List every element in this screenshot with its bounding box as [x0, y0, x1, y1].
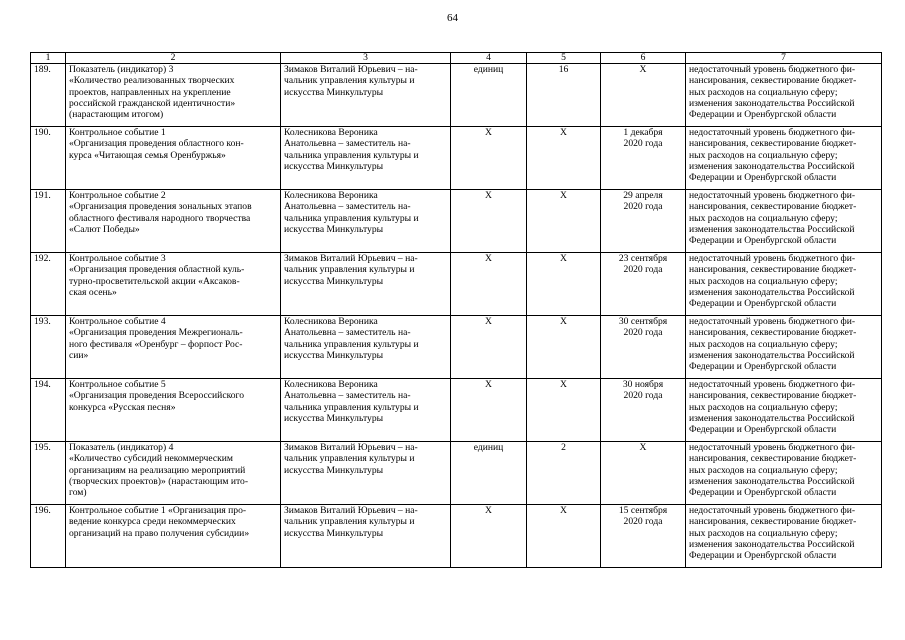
target-value: X: [527, 253, 601, 316]
responsible-person-line: искусства Минкультуры: [284, 527, 384, 539]
risks-text-line: Федерации и Оренбургской области: [689, 487, 837, 499]
event-name-line: «Салют Победы»: [69, 223, 140, 235]
responsible-person: [281, 316, 451, 379]
unit-of-measure: единиц: [451, 64, 527, 127]
risks-text-line: недостаточный уровень бюджетного фи-: [689, 505, 856, 516]
event-name-line: ного фестиваля «Оренбург – форпост Рос-: [69, 338, 243, 350]
risks-text: [686, 253, 882, 316]
event-name: [66, 253, 281, 316]
risks-text-line: ных расходов на социальную сферу;: [689, 86, 838, 98]
event-name: [66, 442, 281, 505]
responsible-person-line: Анатольевна – заместитель на-: [284, 138, 411, 150]
unit-of-measure: X: [451, 190, 527, 253]
risks-text-line: недостаточный уровень бюджетного фи-: [689, 316, 856, 327]
completion-date-line: 23 сентября: [618, 253, 668, 264]
completion-date: [601, 64, 686, 127]
risks-text-line: недостаточный уровень бюджетного фи-: [689, 379, 856, 390]
event-name-line: Контрольное событие 2: [69, 190, 166, 201]
event-name-line: «Организация проведения зональных этапов: [69, 201, 252, 213]
risks-text: [686, 442, 882, 505]
risks-text-line: изменения законодательства Российской: [689, 349, 855, 361]
responsible-person: [281, 442, 451, 505]
risks-text-line: изменения законодательства Российской: [689, 97, 855, 109]
risks-text-line: Федерации и Оренбургской области: [689, 109, 837, 121]
row-number: 192.: [31, 253, 66, 316]
responsible-person-line: искусства Минкультуры: [284, 160, 384, 172]
row-number: 190.: [31, 127, 66, 190]
responsible-person-line: Колесникова Вероника: [284, 190, 378, 201]
table-row: [31, 190, 882, 253]
responsible-person-line: Зимаков Виталий Юрьевич – на-: [284, 253, 418, 264]
risks-text: [686, 316, 882, 379]
event-name-line: российской гражданской идентичности»: [69, 97, 236, 109]
unit-of-measure: X: [451, 316, 527, 379]
risks-text-line: ных расходов на социальную сферу;: [689, 401, 838, 413]
completion-date-line: 2020 года: [623, 327, 663, 339]
risks-text-line: недостаточный уровень бюджетного фи-: [689, 442, 856, 453]
risks-text-line: нансирования, секвестирование бюджет-: [689, 201, 857, 213]
target-value: 16: [527, 64, 601, 127]
risks-text-line: Федерации и Оренбургской области: [689, 550, 837, 562]
completion-date: [601, 379, 686, 442]
event-name-line: Показатель (индикатор) 3: [69, 64, 174, 75]
column-header: 2: [66, 53, 281, 64]
event-name-line: ведение конкурса среди некоммерческих: [69, 516, 236, 528]
target-value: X: [527, 127, 601, 190]
responsible-person: [281, 190, 451, 253]
row-number: 193.: [31, 316, 66, 379]
risks-text-line: Федерации и Оренбургской области: [689, 172, 837, 184]
row-number: 194.: [31, 379, 66, 442]
risks-text-line: ных расходов на социальную сферу;: [689, 464, 838, 476]
completion-date-line: X: [639, 442, 647, 453]
table-row: [31, 253, 882, 316]
responsible-person-line: Колесникова Вероника: [284, 316, 378, 327]
target-value: X: [527, 379, 601, 442]
event-name: [66, 64, 281, 127]
responsible-person: [281, 127, 451, 190]
completion-date-line: 2020 года: [623, 516, 663, 528]
event-name-line: «Количество реализованных творческих: [69, 75, 235, 87]
risks-text-line: Федерации и Оренбургской области: [689, 424, 837, 436]
plan-table: [30, 52, 882, 568]
responsible-person-line: искусства Минкультуры: [284, 464, 384, 476]
risks-text-line: Федерации и Оренбургской области: [689, 298, 837, 310]
risks-text-line: нансирования, секвестирование бюджет-: [689, 75, 857, 87]
responsible-person-line: Колесникова Вероника: [284, 379, 378, 390]
event-name-line: Контрольное событие 4: [69, 316, 166, 327]
completion-date-line: 2020 года: [623, 138, 663, 150]
responsible-person: [281, 253, 451, 316]
responsible-person-line: чальник управления культуры и: [284, 264, 415, 276]
column-header: 5: [527, 53, 601, 64]
risks-text-line: ных расходов на социальную сферу;: [689, 149, 838, 161]
responsible-person-line: Зимаков Виталий Юрьевич – на-: [284, 442, 418, 453]
responsible-person-line: искусства Минкультуры: [284, 275, 384, 287]
completion-date-line: X: [639, 64, 647, 75]
table-row: [31, 442, 882, 505]
risks-text-line: изменения законодательства Российской: [689, 475, 855, 487]
table-header-row: [31, 53, 882, 64]
event-name-line: Контрольное событие 5: [69, 379, 166, 390]
table-row: [31, 379, 882, 442]
risks-text-line: недостаточный уровень бюджетного фи-: [689, 253, 856, 264]
responsible-person: [281, 379, 451, 442]
table-row: [31, 316, 882, 379]
event-name-line: конкурса «Русская песня»: [69, 401, 176, 413]
column-header: 1: [31, 53, 66, 64]
completion-date-line: 15 сентября: [618, 505, 668, 516]
event-name-line: проектов, направленных на укрепление: [69, 86, 231, 98]
completion-date-line: 2020 года: [623, 201, 663, 213]
risks-text-line: ных расходов на социальную сферу;: [689, 275, 838, 287]
column-header: 3: [281, 53, 451, 64]
event-name-line: гом): [69, 487, 87, 499]
risks-text-line: нансирования, секвестирование бюджет-: [689, 516, 857, 528]
event-name-line: «Количество субсидий некоммерческим: [69, 453, 233, 465]
event-name: [66, 190, 281, 253]
table-row: [31, 505, 882, 568]
responsible-person: [281, 505, 451, 568]
event-name-line: Контрольное событие 1: [69, 127, 166, 138]
risks-text-line: ных расходов на социальную сферу;: [689, 527, 838, 539]
row-number: 195.: [31, 442, 66, 505]
risks-text-line: нансирования, секвестирование бюджет-: [689, 264, 857, 276]
event-name-line: областного фестиваля народного творчества: [69, 212, 251, 224]
page-number: 64: [447, 12, 458, 24]
risks-text: [686, 127, 882, 190]
responsible-person-line: чальника управления культуры и: [284, 212, 419, 224]
event-name-line: «Организация проведения областной куль-: [69, 264, 245, 276]
responsible-person-line: Зимаков Виталий Юрьевич – на-: [284, 64, 418, 75]
event-name-line: курса «Читающая семья Оренбуржья»: [69, 149, 226, 161]
target-value: X: [527, 190, 601, 253]
event-name-line: «Организация проведения областного кон-: [69, 138, 244, 150]
event-name-line: «Организация проведения Всероссийского: [69, 390, 245, 402]
table-row: [31, 64, 882, 127]
risks-text: [686, 64, 882, 127]
responsible-person-line: чальника управления культуры и: [284, 401, 419, 413]
risks-text-line: изменения законодательства Российской: [689, 160, 855, 172]
risks-text-line: нансирования, секвестирование бюджет-: [689, 390, 857, 402]
event-name-line: Показатель (индикатор) 4: [69, 442, 174, 453]
event-name-line: организациям на реализацию мероприятий: [69, 464, 246, 476]
completion-date: [601, 316, 686, 379]
event-name-line: турно-просветительской акции «Аксаков-: [69, 275, 240, 287]
event-name: [66, 379, 281, 442]
unit-of-measure: X: [451, 253, 527, 316]
risks-text-line: недостаточный уровень бюджетного фи-: [689, 127, 856, 138]
event-name-line: Контрольное событие 3: [69, 253, 166, 264]
risks-text: [686, 190, 882, 253]
risks-text: [686, 505, 882, 568]
risks-text-line: Федерации и Оренбургской области: [689, 235, 837, 247]
responsible-person-line: чальник управления культуры и: [284, 75, 415, 87]
event-name: [66, 316, 281, 379]
completion-date-line: 29 апреля: [623, 190, 663, 201]
event-name-line: (творческих проектов)» (нарастающим ито-: [69, 475, 249, 487]
completion-date: [601, 442, 686, 505]
event-name-line: (нарастающим итогом): [69, 109, 164, 121]
risks-text-line: ных расходов на социальную сферу;: [689, 212, 838, 224]
event-name-line: сии»: [69, 349, 89, 361]
event-name-line: ская осень»: [69, 286, 117, 298]
responsible-person-line: чальника управления культуры и: [284, 149, 419, 161]
completion-date-line: 30 сентября: [618, 316, 668, 327]
row-number: 196.: [31, 505, 66, 568]
completion-date-line: 2020 года: [623, 390, 663, 402]
responsible-person-line: Анатольевна – заместитель на-: [284, 201, 411, 213]
completion-date: [601, 190, 686, 253]
column-header: 7: [686, 53, 882, 64]
completion-date-line: 30 ноября: [622, 379, 664, 390]
risks-text-line: нансирования, секвестирование бюджет-: [689, 453, 857, 465]
unit-of-measure: единиц: [451, 442, 527, 505]
responsible-person-line: чальник управления культуры и: [284, 453, 415, 465]
risks-text-line: нансирования, секвестирование бюджет-: [689, 327, 857, 339]
risks-text: [686, 379, 882, 442]
row-number: 189.: [31, 64, 66, 127]
responsible-person-line: чальника управления культуры и: [284, 338, 419, 350]
target-value: 2: [527, 442, 601, 505]
responsible-person-line: искусства Минкультуры: [284, 349, 384, 361]
responsible-person-line: искусства Минкультуры: [284, 86, 384, 98]
unit-of-measure: X: [451, 379, 527, 442]
responsible-person-line: Анатольевна – заместитель на-: [284, 327, 411, 339]
responsible-person-line: искусства Минкультуры: [284, 412, 384, 424]
completion-date: [601, 505, 686, 568]
event-name-line: Контрольное событие 1 «Организация про-: [69, 505, 247, 516]
unit-of-measure: X: [451, 127, 527, 190]
target-value: X: [527, 316, 601, 379]
completion-date-line: 1 декабря: [623, 127, 663, 138]
event-name-line: «Организация проведения Межрегиональ-: [69, 327, 243, 339]
event-name: [66, 127, 281, 190]
risks-text-line: изменения законодательства Российской: [689, 223, 855, 235]
responsible-person-line: искусства Минкультуры: [284, 223, 384, 235]
unit-of-measure: X: [451, 505, 527, 568]
responsible-person-line: чальник управления культуры и: [284, 516, 415, 528]
risks-text-line: изменения законодательства Российской: [689, 538, 855, 550]
completion-date: [601, 127, 686, 190]
risks-text-line: недостаточный уровень бюджетного фи-: [689, 190, 856, 201]
column-header: 4: [451, 53, 527, 64]
risks-text-line: изменения законодательства Российской: [689, 286, 855, 298]
completion-date-line: 2020 года: [623, 264, 663, 276]
risks-text-line: ных расходов на социальную сферу;: [689, 338, 838, 350]
column-header: 6: [601, 53, 686, 64]
responsible-person-line: Колесникова Вероника: [284, 127, 378, 138]
row-number: 191.: [31, 190, 66, 253]
responsible-person: [281, 64, 451, 127]
completion-date: [601, 253, 686, 316]
responsible-person-line: Анатольевна – заместитель на-: [284, 390, 411, 402]
table-row: [31, 127, 882, 190]
risks-text-line: недостаточный уровень бюджетного фи-: [689, 64, 856, 75]
event-name: [66, 505, 281, 568]
risks-text-line: изменения законодательства Российской: [689, 412, 855, 424]
risks-text-line: Федерации и Оренбургской области: [689, 361, 837, 373]
event-name-line: организаций на право получения субсидии»: [69, 527, 250, 539]
responsible-person-line: Зимаков Виталий Юрьевич – на-: [284, 505, 418, 516]
risks-text-line: нансирования, секвестирование бюджет-: [689, 138, 857, 150]
target-value: X: [527, 505, 601, 568]
